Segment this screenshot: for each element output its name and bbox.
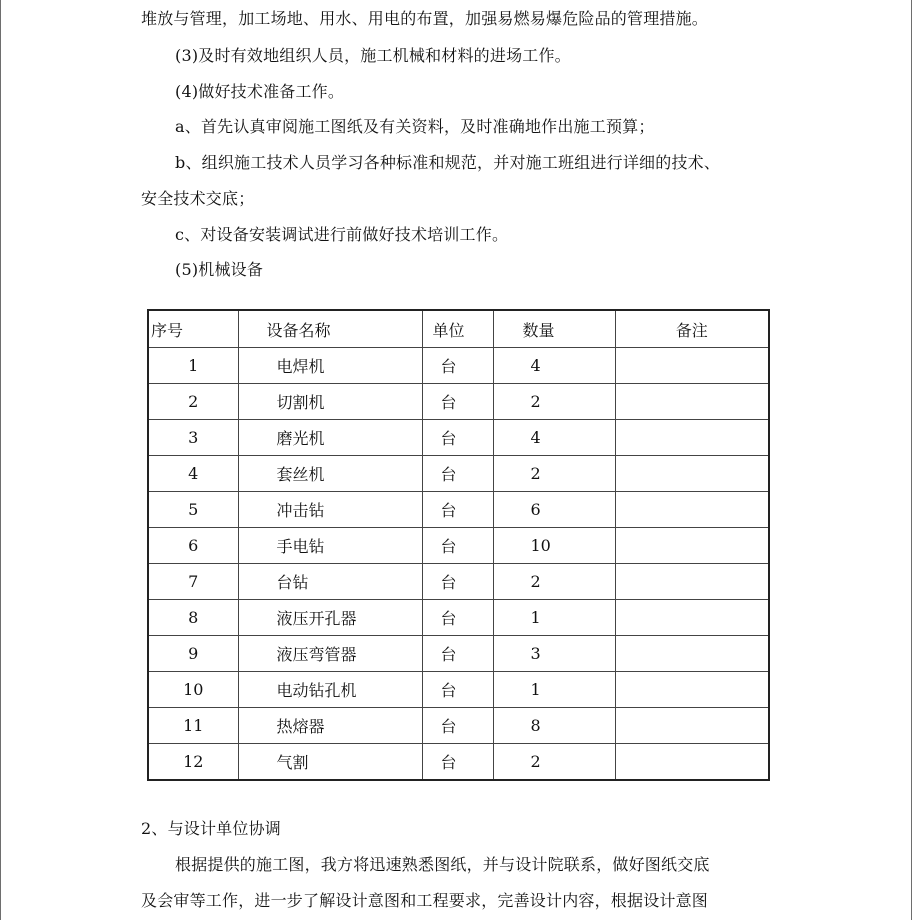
paragraph-item-4: (4)做好技术准备工作。 (175, 82, 345, 101)
cell-quantity: 2 (493, 744, 615, 781)
cell-serial: 4 (148, 456, 238, 492)
table-row (148, 384, 769, 420)
header-unit: 单位 (422, 310, 493, 348)
cell-equipment-name: 手电钻 (238, 528, 422, 564)
paragraph-item-b-cont: 安全技术交底； (141, 189, 255, 208)
header-quantity: 数量 (493, 310, 615, 348)
cell-unit: 台 (422, 636, 493, 672)
cell-quantity: 10 (493, 528, 615, 564)
cell-unit: 台 (422, 708, 493, 744)
cell-serial: 2 (148, 384, 238, 420)
header-equipment-name: 设备名称 (238, 310, 422, 348)
cell-quantity: 1 (493, 672, 615, 708)
cell-unit: 台 (422, 672, 493, 708)
cell-serial: 12 (148, 744, 238, 781)
cell-remarks (615, 564, 769, 600)
cell-remarks (615, 384, 769, 420)
cell-remarks (615, 744, 769, 781)
cell-quantity: 4 (493, 420, 615, 456)
paragraph-item-5: (5)机械设备 (175, 260, 264, 279)
paragraph-line: 堆放与管理，加工场地、用水、用电的布置，加强易燃易爆危险品的管理措施。 (141, 9, 709, 28)
paragraph-line: 根据提供的施工图，我方将迅速熟悉图纸，并与设计院联系，做好图纸交底 (175, 855, 710, 874)
cell-serial: 7 (148, 564, 238, 600)
table-row (148, 564, 769, 600)
cell-serial: 10 (148, 672, 238, 708)
table-row (148, 636, 769, 672)
cell-remarks (615, 600, 769, 636)
cell-unit: 台 (422, 384, 493, 420)
table-row (148, 600, 769, 636)
cell-serial: 9 (148, 636, 238, 672)
cell-quantity: 8 (493, 708, 615, 744)
cell-equipment-name: 电动钻孔机 (238, 672, 422, 708)
cell-quantity: 2 (493, 384, 615, 420)
cell-remarks (615, 420, 769, 456)
cell-remarks (615, 708, 769, 744)
cell-quantity: 2 (493, 564, 615, 600)
cell-remarks (615, 348, 769, 384)
cell-quantity: 4 (493, 348, 615, 384)
cell-unit: 台 (422, 456, 493, 492)
table-row (148, 528, 769, 564)
section-heading: 2、与设计单位协调 (141, 819, 281, 838)
cell-unit: 台 (422, 744, 493, 781)
cell-unit: 台 (422, 420, 493, 456)
cell-unit: 台 (422, 564, 493, 600)
cell-equipment-name: 气割 (238, 744, 422, 781)
cell-unit: 台 (422, 600, 493, 636)
table-header-row (148, 310, 769, 348)
cell-remarks (615, 492, 769, 528)
table-row (148, 492, 769, 528)
cell-remarks (615, 672, 769, 708)
paragraph-item-3: (3)及时有效地组织人员，施工机械和材料的进场工作。 (175, 46, 571, 65)
cell-equipment-name: 液压开孔器 (238, 600, 422, 636)
cell-equipment-name: 热熔器 (238, 708, 422, 744)
equipment-table (147, 309, 770, 781)
cell-serial: 3 (148, 420, 238, 456)
cell-equipment-name: 套丝机 (238, 456, 422, 492)
table-row (148, 744, 769, 781)
table-row (148, 672, 769, 708)
cell-equipment-name: 冲击钻 (238, 492, 422, 528)
cell-serial: 8 (148, 600, 238, 636)
cell-unit: 台 (422, 492, 493, 528)
cell-quantity: 3 (493, 636, 615, 672)
cell-serial: 5 (148, 492, 238, 528)
cell-serial: 6 (148, 528, 238, 564)
cell-serial: 1 (148, 348, 238, 384)
header-remarks: 备注 (615, 310, 769, 348)
cell-unit: 台 (422, 528, 493, 564)
paragraph-item-a: a、首先认真审阅施工图纸及有关资料，及时准确地作出施工预算； (175, 117, 655, 136)
paragraph-item-b: b、组织施工技术人员学习各种标准和规范，并对施工班组进行详细的技术、 (175, 153, 721, 172)
cell-equipment-name: 台钻 (238, 564, 422, 600)
table-row (148, 456, 769, 492)
cell-unit: 台 (422, 348, 493, 384)
cell-equipment-name: 磨光机 (238, 420, 422, 456)
cell-remarks (615, 636, 769, 672)
paragraph-item-c: c、对设备安装调试进行前做好技术培训工作。 (175, 225, 509, 244)
table-row (148, 420, 769, 456)
cell-equipment-name: 切割机 (238, 384, 422, 420)
header-serial: 序号 (148, 310, 238, 348)
cell-remarks (615, 456, 769, 492)
cell-quantity: 1 (493, 600, 615, 636)
cell-quantity: 6 (493, 492, 615, 528)
table-row (148, 348, 769, 384)
cell-equipment-name: 液压弯管器 (238, 636, 422, 672)
cell-remarks (615, 528, 769, 564)
cell-equipment-name: 电焊机 (238, 348, 422, 384)
table-row (148, 708, 769, 744)
cell-serial: 11 (148, 708, 238, 744)
paragraph-line: 及会审等工作，进一步了解设计意图和工程要求，完善设计内容，根据设计意图 (141, 891, 709, 910)
cell-quantity: 2 (493, 456, 615, 492)
